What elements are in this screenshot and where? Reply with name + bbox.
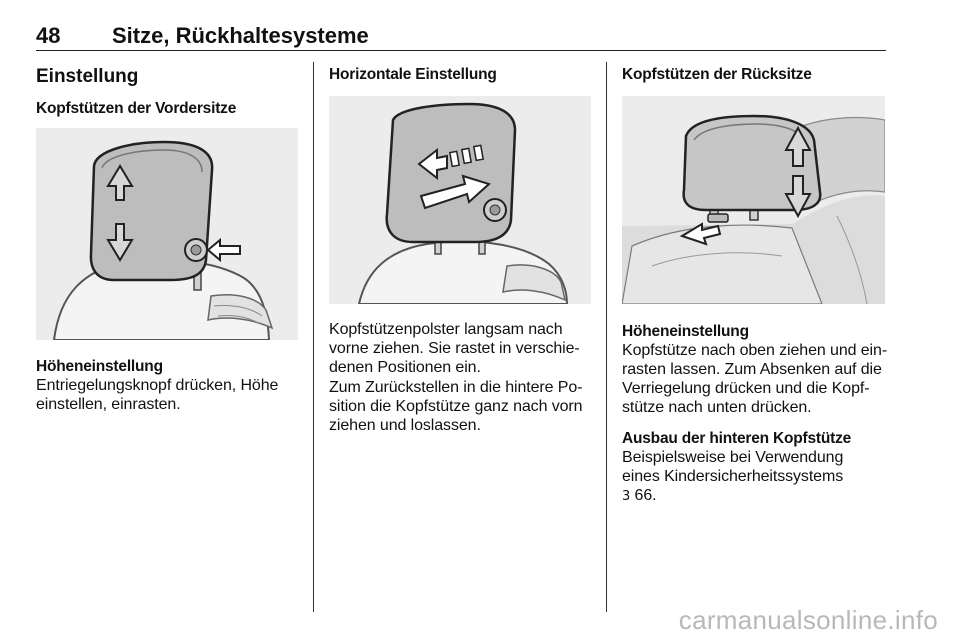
text-line: Zum Zurückstellen in die hintere Po- [329, 379, 583, 396]
horizontal-adjust-text-2 [329, 378, 582, 435]
horizontal-adjust-heading: Horizontale Einstellung [329, 66, 497, 83]
text-line: ziehen und loslassen. [329, 417, 481, 434]
horizontal-adjust-figure [329, 96, 591, 304]
text-line: rasten lassen. Zum Absenken auf die [622, 361, 882, 378]
column-divider-2 [606, 62, 607, 612]
horizontal-adjust-text-1 [329, 320, 580, 377]
text-line: Entriegelungsknopf drücken, Höhe [36, 377, 279, 394]
text-line: Kopfstützenpolster langsam nach [329, 321, 563, 338]
text-line: sition die Kopfstütze ganz nach vorn [329, 398, 583, 415]
rear-height-adjust-heading: Höheneinstellung [622, 323, 749, 340]
front-headrests-heading: Kopfstützen der Vordersitze [36, 100, 237, 117]
text-line: Beispielsweise bei Verwendung [622, 449, 844, 466]
page-reference-number: 66. [634, 487, 657, 504]
chapter-title: Sitze, Rückhaltesysteme [112, 23, 369, 48]
watermark: carmanualsonline.info [678, 605, 938, 635]
text-line: stütze nach unten drücken. [622, 399, 812, 416]
text-line: Verriegelung drücken und die Kopf- [622, 380, 870, 397]
front-headrest-figure [36, 128, 298, 340]
rear-headrest-illustration [622, 96, 885, 304]
column-divider-1 [313, 62, 314, 612]
rear-height-adjust-text [622, 341, 887, 417]
page-reference-arrow-icon: 3 [622, 489, 631, 504]
rear-headrest-figure [622, 96, 885, 304]
rear-headrest-removal-text [622, 448, 843, 506]
rear-headrests-heading: Kopfstützen der Rücksitze [622, 66, 812, 83]
page-number: 48 [36, 23, 61, 48]
front-headrest-height-adjust-illustration [36, 128, 298, 340]
header-divider [36, 50, 886, 51]
headrest-horizontal-adjust-illustration [329, 96, 591, 304]
height-adjust-heading: Höheneinstellung [36, 358, 163, 375]
text-line: eines Kindersicherheitssystems [622, 468, 844, 485]
height-adjust-text [36, 376, 278, 414]
text-line: Kopfstütze nach oben ziehen und ein- [622, 342, 888, 359]
rear-headrest-removal-heading: Ausbau der hinteren Kopfstütze [622, 430, 852, 447]
page-reference[interactable] [622, 486, 843, 506]
text-line: einstellen, einrasten. [36, 396, 181, 413]
text-line: vorne ziehen. Sie rastet in verschie- [329, 340, 580, 357]
section-title: Einstellung [36, 66, 139, 87]
text-line: denen Positionen ein. [329, 359, 481, 376]
